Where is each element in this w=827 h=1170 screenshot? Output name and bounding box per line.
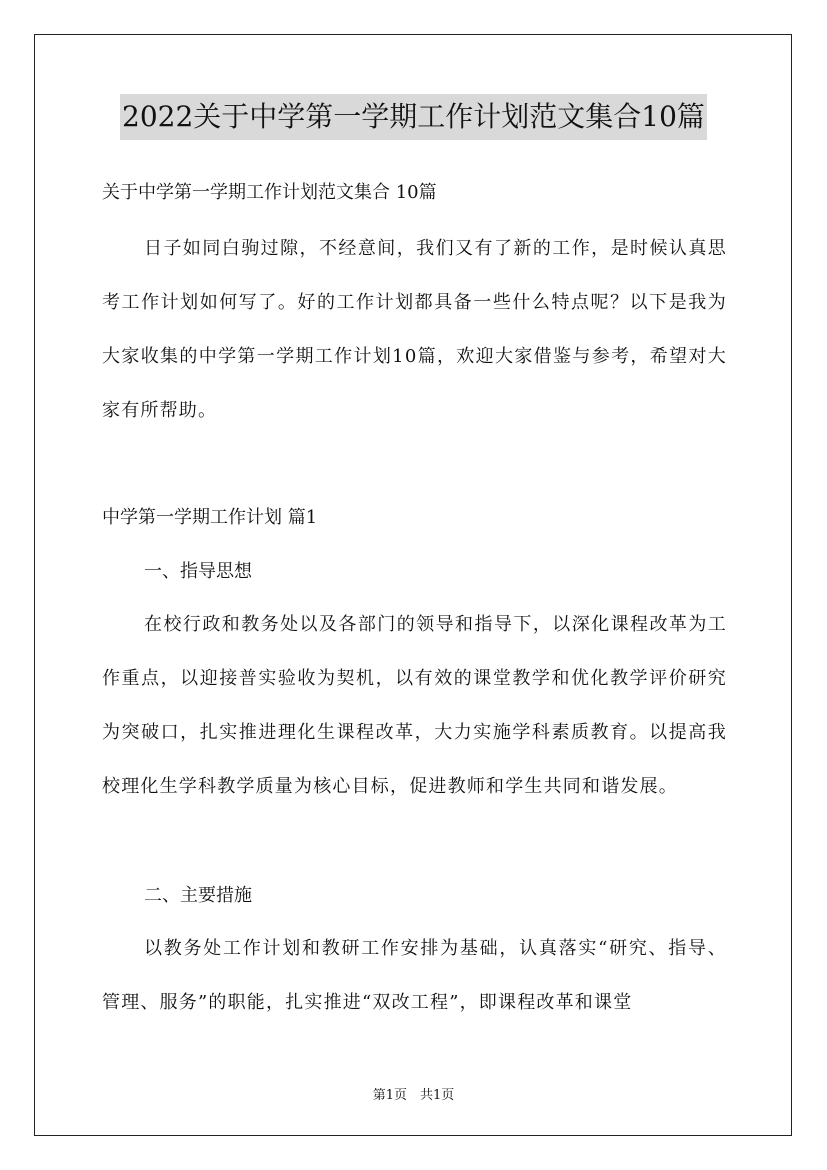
heading-main-measures: 二、主要措施 [144, 885, 252, 906]
document-title: 2022关于中学第一学期工作计划范文集合10篇 [120, 94, 707, 140]
section-title: 中学第一学期工作计划 篇1 [102, 507, 318, 528]
measures-paragraph: 以教务处工作计划和教研工作安排为基础，认真落实“研究、指导、管理、服务”的职能，扎实推进“双改工程”，即课程改革和课堂 [102, 938, 727, 1013]
guiding-paragraph: 在校行政和教务处以及各部门的领导和指导下，以深化课程改革为工作重点，以迎接普实验收为契机，以有效的课堂教学和优化教学评价研究为突破口，扎实推进理化生课程改革，大力实施学科素质教育。以提高我校理化生学科教学质量为核心目标，促进教师和学生共同和谐发展。 [102, 614, 727, 797]
heading2-block [144, 886, 544, 906]
heading1-block [144, 562, 544, 582]
document-subtitle: 关于中学第一学期工作计划范文集合 10篇 [102, 182, 437, 203]
subtitle-block [102, 183, 727, 203]
heading-guiding-ideology: 一、指导思想 [144, 561, 252, 582]
section-title-block [102, 508, 727, 528]
page-number: 第1页 共1页 [372, 1088, 455, 1103]
intro-block [102, 222, 727, 438]
para2-block [102, 922, 727, 1030]
page-footer [0, 1084, 827, 1103]
para1-block [102, 598, 727, 814]
intro-paragraph: 日子如同白驹过隙，不经意间，我们又有了新的工作，是时候认真思考工作计划如何写了。好的工作计划都具备一些什么特点呢？以下是我为大家收集的中学第一学期工作计划10篇，欢迎大家借鉴与参考，希望对大家有所帮助。 [102, 238, 727, 421]
title-container [0, 94, 827, 140]
